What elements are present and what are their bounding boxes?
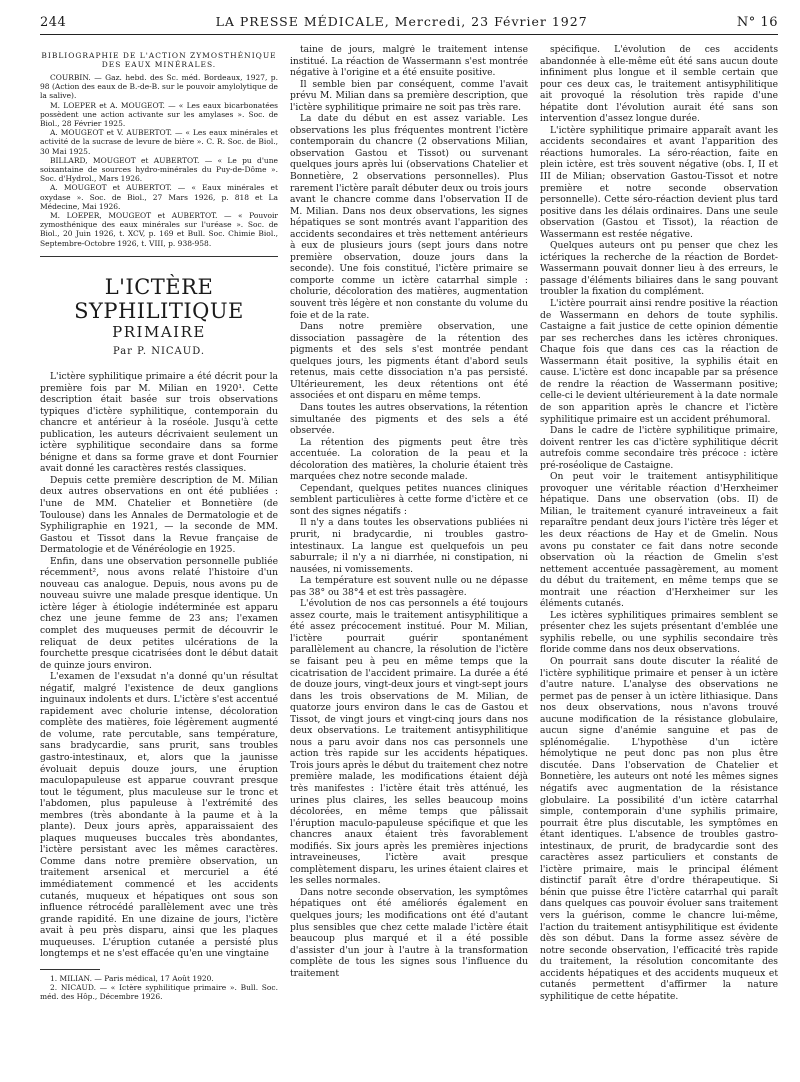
body-paragraph: L'ictère pourrait ainsi rendre positive la réaction de Wassermann en dehors de toute syphilis. Castaigne a fait justice de cette opinion démentie par ses recherches dans les ictères chroniques. Chaque fois que dans ces cas la réaction de Wassermann était positive, la syphilis était en cause. L'ictère est donc incapable par sa présence de rendre la réaction de Wassermann positive; celle-ci le devient ultérieurement à la date normale de son apparition après le chancre et l'ictère syphilitique primaire est un accident préhumoral.: [540, 299, 778, 425]
body-paragraph: L'examen de l'exsudat n'a donné qu'un résultat négatif, malgré l'existence de deux ganglions inguinaux indolents et durs. L'ictère s'est accentué rapidement avec cholurie intense, décoloration complète des matières, foie légèrement augmenté de volume, rate percutable, sans température, sans bradycardie, sans prurit, sans troubles gastro-intestinaux, et, alors que la jaunisse évoluait depuis douze jours, une éruption maculopapuleuse est apparue couvrant presque tout le tégument, plus maculeuse sur le tronc et l'abdomen, plus papuleuse à l'extrémité des membres (très abondante à la paume et à la plante). Deux jours après, apparaissaient des plaques muqueuses buccales très abondantes, l'ictère persistant avec les mêmes caractères. Comme dans notre première observation, un traitement arsenical et mercuriel a été immédiatement commencé et les accidents cutanés, muqueux et hépatiques ont sous son influence rétrocédé parallèlement avec une très grande rapidité. En une dizaine de jours, l'ictère avait à peu près disparu, ainsi que les plaques muqueuses. L'éruption cutanée a persisté plus longtemps et ne s'est effacée qu'en une vingtaine: [40, 672, 278, 960]
column-2: [290, 45, 528, 1003]
page-number: 244: [40, 15, 67, 30]
body-paragraph: La température est souvent nulle ou ne dépasse pas 38° ou 38°4 et est très passagère.: [290, 576, 528, 598]
journal-title: LA PRESSE MÉDICALE, Mercredi, 23 Février 1927: [215, 14, 588, 29]
section-divider: [40, 256, 278, 257]
body-paragraph: L'ictère syphilitique primaire a été décrit pour la première fois par M. Milian en 1920¹. Cette description était basée sur trois observations typiques d'ictère syphilitique, contemporain du chancre et antérieur à la roséole. Jusqu'à cette publication, les auteurs décrivaient seulement un ictère syphilitique secondaire dans sa forme bénigne et dans sa forme grave et dont Fournier avait donné les caractères restés classiques.: [40, 371, 278, 475]
bibliography-entry: COURBIN. — Gaz. hebd. des Sc. méd. Bordeaux, 1927, p. 98 (Action des eaux de B.-de-B. sur le pouvoir amylolytique de la salive).: [40, 73, 278, 101]
bibliography: [40, 51, 278, 248]
article-author: Par P. NICAUD.: [112, 346, 206, 358]
body-paragraph: Enfin, dans une observation personnelle publiée récemment², nous avons relaté l'histoire d'un nouveau cas analogue. Depuis, nous avons pu de nouveau suivre une malade presque identique. Un ictère léger à étiologie indéterminée est apparu chez une jeune femme de 23 ans; l'examen complet des muqueuses permit de découvrir le reliquat de deux petites ulcérations de la fourchette presque cicatrisées dont le début datait de quinze jours environ.: [40, 556, 278, 671]
footnotes: [40, 974, 278, 1002]
bibliography-entry: M. LOEPER et A. MOUGEOT. — « Les eaux bicarbonatées possèdent une action activante sur les amylases ». Soc. de Biol., 28 Février 1925.: [40, 100, 278, 129]
body-paragraph: L'évolution de nos cas personnels a été toujours assez courte, mais le traitement antisyphilitique a été assez précocement institué. Pour M. Milian, l'ictère pourrait guérir spontanément parallèlement au chancre, la résolution de l'ictère se faisant peu à peu en même temps que la cicatrisation de l'accident primaire. La durée a été de douze jours, vingt-deux jours et vingt-sept jours dans les trois observations de M. Milian, de quatorze jours environ dans le cas de Gastou et Tissot, de vingt jours et vingt-cinq jours dans nos deux observations. Le traitement antisyphilitique nous a paru avoir dans nos cas personnels une action très rapide sur les accidents hépatiques. Trois jours après le début du traitement chez notre première malade, les modifications étaient déjà très manifestes : l'ictère était très atténué, les urines plus claires, les selles beaucoup moins décolorées, en même temps que pâlissait l'éruption maculo-papuleuse spécifique et que les chancres anaux étaient très favorablement modifiés. Six jours après les premières injections intraveineuses, l'ictère avait presque complètement disparu, les urines étaient claires et les selles normales.: [290, 599, 528, 887]
body-paragraph: taine de jours, malgré le traitement intense institué. La réaction de Wassermann s'est montrée négative à l'origine et a été ensuite positive.: [290, 45, 528, 79]
body-paragraph: Dans toutes les autres observations, la rétention simultanée des pigments et des sels a été observée.: [290, 402, 528, 437]
body-paragraph: On pourrait sans doute discuter la réalité de l'ictère syphilitique primaire et penser à un ictère d'autre nature. L'analyse des observations ne permet pas de penser à un ictère lithiasique. Dans nos deux observations, nous n'avons trouvé aucune modification de la résistance globulaire, aucun signe d'anémie sanguine et pas de splénomégalie. L'hypothèse d'un ictère hémolytique ne peut donc pas non plus être discutée. Dans l'observation de Chatelier et Bonnetière, les auteurs ont noté les mêmes signes négatifs avec augmentation de la résistance globulaire. La possibilité d'un ictère catarrhal simple, contemporain d'une syphilis primaire, pourrait être plus discutable, les symptômes en étant identiques. L'absence de troubles gastro-intestinaux, de prurit, de bradycardie sont des caractères assez particuliers et constants de l'ictère primaire, mais le principal élément distinctif paraît être d'ordre thérapeutique. Si bénin que puisse être l'ictère catarrhal qui paraît dans quelques cas pouvoir évoluer sans traitement vers la guérison, comme le chancre lui-même, l'action du traitement antisyphilitique est évidente dès son début. Dans la forme assez sévère de notre seconde observation, l'efficacité très rapide du traitement, la résolution concomitante des accidents hépatiques et des accidents muqueux et cutanés permettent d'affirmer la nature syphilitique de cette hépatite.: [540, 656, 778, 1002]
footnote-divider: [40, 969, 100, 970]
body-paragraph: L'ictère syphilitique primaire apparaît avant les accidents secondaires et avant l'apparition des réactions humorales. La séro-réaction, faite en plein ictère, est très souvent négative (obs. I, II et III de Milian; observation Gastou-Tissot et notre première et notre seconde observation personnelle). Cette séro-réaction devient plus tard positive dans les délais ordinaires. Dans une seule observation (Gastou et Tissot), la réaction de Wassermann est restée négative.: [540, 125, 778, 240]
body-paragraph: Quelques auteurs ont pu penser que chez les ictériques la recherche de la réaction de Bordet-Wassermann pouvait donner lieu à des erreurs, le passage d'éléments biliaires dans le sang pouvant troubler la fixation du complément.: [540, 241, 778, 298]
body-paragraph: La rétention des pigments peut être très accentuée. La coloration de la peau et la décoloration des matières, la cholurie étaient très marquées chez notre seconde malade.: [290, 437, 528, 483]
bibliography-entry: A. MOUGEOT et AUBERTOT. — « Eaux minérales et oxydase ». Soc. de Biol., 27 Mars 1926, p. 818 et La Médecine, Mai 1926.: [40, 183, 278, 211]
body-paragraph: Il semble bien par conséquent, comme l'avait prévu M. Milian dans sa première description, que l'ictère syphilitique primaire ne soit pas très rare.: [290, 79, 528, 113]
body-paragraph: Les ictères syphilitiques primaires semblent se présenter chez les sujets présentant d'emblée une syphilis rebelle, ou une syphilis secondaire très floride comme dans nos deux observations.: [540, 610, 778, 656]
issue-number: N° 16: [736, 15, 778, 30]
body-paragraph: Il n'y a dans toutes les observations publiées ni prurit, ni bradycardie, ni troubles gastro-intestinaux. La langue est quelquefois un peu saburrale; il n'y a ni diarrhée, ni constipation, ni nausées, ni vomissements.: [290, 518, 528, 575]
body-paragraph: spécifique. L'évolution de ces accidents abandonnée à elle-même eût été sans aucun doute infiniment plus longue et il semble certain que pour ces deux cas, le traitement antisyphilitique ait provoqué la résolution très rapide d'une hépatite dont l'évolution aurait été sans son intervention d'assez longue durée.: [540, 45, 778, 125]
article-subtitle: PRIMAIRE: [112, 322, 206, 341]
footnote: 1. MILIAN. — Paris médical, 17 Août 1920.: [50, 973, 214, 983]
text-columns: [40, 45, 778, 1003]
footnote: 2. NICAUD. — « Ictère syphilitique primaire ». Bull. Soc. méd. des Hôp., Décembre 1926.: [40, 983, 278, 1002]
body-paragraph: La date du début en est assez variable. Les observations les plus fréquentes montrent l'ictère contemporain du chancre (2 observations Milian, observation Gastou et Tissot) ou survenant quelques jours après lui (observations Chatelier et Bonnetière, 2 observations personnelles). Plus rarement l'ictère paraît débuter deux ou trois jours avant le chancre comme dans l'observation II de M. Milian. Dans nos deux observations, les signes hépatiques se sont montrés avant l'apparition des accidents secondaires et très nettement antérieurs à eux de plusieurs jours (sept jours dans notre première observation, douze jours dans la seconde). Une fois constitué, l'ictère primaire se comporte comme un ictère catarrhal simple : cholurie, décoloration des matières, augmentation souvent très légère et non constante du volume du foie et de la rate.: [290, 114, 528, 321]
bibliography-entry: BILLARD, MOUGEOT et AUBERTOT. — « Le pu d'une soixantaine de sources hydro-minérales du Puy-de-Dôme ». Soc. d'Hydrol., Mars 1926.: [40, 155, 278, 184]
article-title: L'ICTÈRE SYPHILITIQUE: [74, 274, 244, 323]
body-paragraph: Depuis cette première description de M. Milian deux autres observations en ont été publiées : l'une de MM. Chatelier et Bonnetière (de Toulouse) dans les Annales de Dermatologie et de Syphiligraphie en 1921, — la seconde de MM. Gastou et Tissot dans la Revue française de Dermatologie et de Vénéréologie en 1925.: [40, 475, 278, 556]
column-1: [40, 45, 278, 1003]
body-paragraph: Dans notre première observation, une dissociation passagère de la rétention des pigments et des sels s'est montrée pendant quelques jours, les pigments étant d'abord seuls retenus, mais cette dissociation n'a pas persisté. Ultérieurement, les deux rétentions ont été associées et ont disparu en même temps.: [290, 322, 528, 402]
body-paragraph: Dans le cadre de l'ictère syphilitique primaire, doivent rentrer les cas d'ictère syphilitique décrit autrefois comme secondaire très précoce : ictère pré-roséolique de Castaigne.: [540, 426, 778, 471]
body-paragraph: Cependant, quelques petites nuances cliniques semblent particulières à cette forme d'ictère et ce sont des signes négatifs :: [290, 483, 528, 517]
body-paragraph: Dans notre seconde observation, les symptômes hépatiques ont été améliorés également en quelques jours; les modifications ont été d'autant plus sensibles que chez cette malade l'ictère était beaucoup plus marqué et il a été possible d'assister d'un jour à l'autre à la transformation complète de tous les signes sous l'influence du traitement: [290, 887, 528, 979]
bibliography-entry: M. LOEPER, MOUGEOT et AUBERTOT. — « Pouvoir zymosthénique des eaux minérales sur l'uréase ». Soc. de Biol., 20 Juin 1926, t. XCV, p. 169 et Bull. Soc. Chimie Biol., Septembre-Octobre 1926, t. VIII, p. 938-958.: [40, 211, 278, 248]
bibliography-entry: A. MOUGEOT et V. AUBERTOT. — « Les eaux minérales et activité de la sucrase de levure de bière ». C. R. Soc. de Biol., 30 Mai 1925.: [40, 128, 278, 156]
bibliography-title: BIBLIOGRAPHIE DE L'ACTION ZYMOSTHÉNIQUE DES EAUX MINÉRALES.: [41, 51, 277, 69]
body-paragraph: On peut voir le traitement antisyphilitique provoquer une véritable réaction d'Herxheimer hépatique. Dans une observation (obs. II) de Milian, le traitement cyanuré intraveineux a fait reparaître pendant deux jours l'ictère très léger et les deux réactions de Hay et de Gmelin. Nous avons pu constater ce fait dans notre seconde observation où la réaction de Gmelin s'est nettement accentuée passagèrement, au moment du début du traitement, en même temps que se montrait une réaction d'Herxheimer sur les éléments cutanés.: [540, 472, 778, 610]
page-header: [40, 14, 778, 35]
column-3: [540, 45, 778, 1003]
